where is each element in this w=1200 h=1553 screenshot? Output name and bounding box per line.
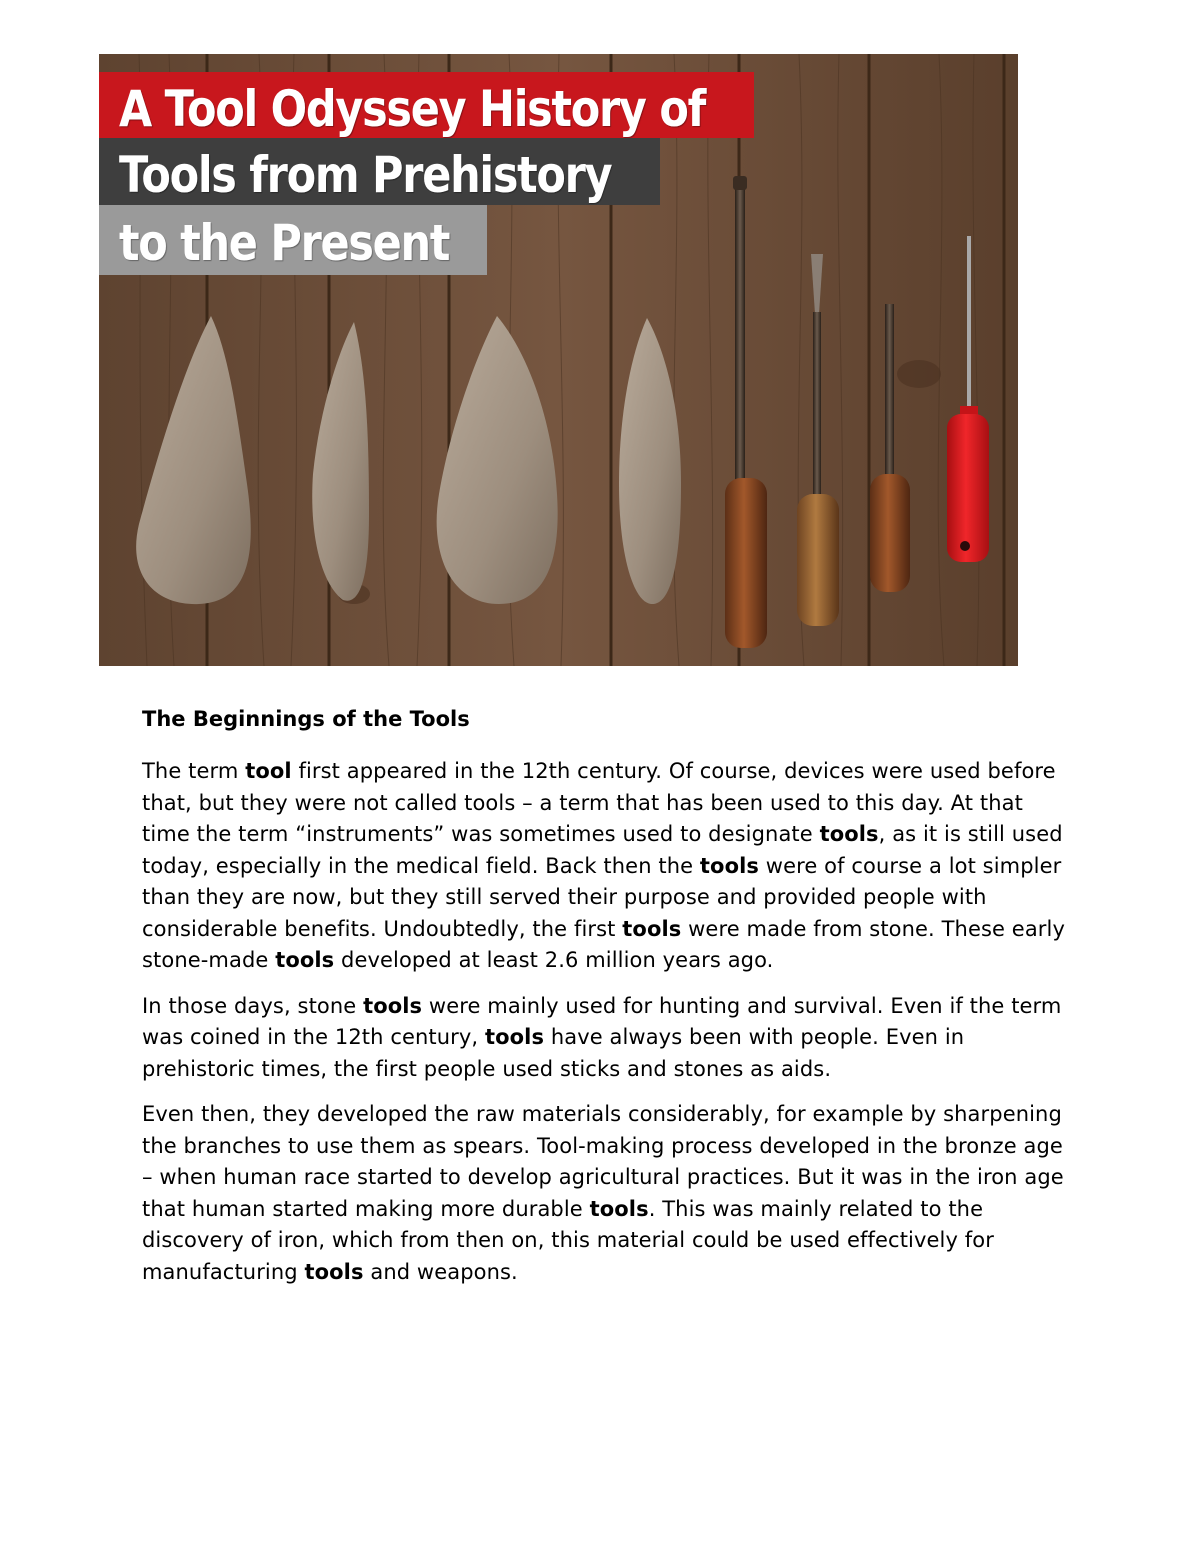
text-run: , as it is still used today, especially in the medical field. Back then the [142, 822, 1063, 878]
banner-line-2-text: Tools from Prehistory [119, 146, 612, 204]
banner-line-2 [99, 138, 660, 205]
text-run: The term [142, 759, 246, 783]
hero-image [99, 54, 1018, 666]
text-run: were made from stone. These early stone-made [142, 916, 1065, 972]
bold-term: tools [699, 853, 760, 878]
bold-term: tools [363, 993, 423, 1018]
banner-line-3 [99, 205, 487, 275]
bold-term: tools [622, 916, 682, 941]
banner-line-3-text: to the Present [119, 214, 450, 272]
banner-line-1 [99, 72, 754, 138]
text-run: In those days, stone [142, 993, 364, 1018]
text-run: first appeared in the 12th century. Of course, devices were used before that, but they were not called tools – a term that has been used to this day. At that time the term “instruments” was sometimes used to designate [142, 759, 1056, 846]
paragraph-1 [142, 756, 1072, 977]
paragraph-2 [142, 991, 1072, 1086]
text-run: and weapons. [363, 1259, 518, 1284]
text-run: . This was mainly related to the discovery of iron, which from then on, this material could be used effectively for manufacturing [142, 1196, 994, 1284]
text-run: Even then, they developed the raw materials considerably, for example by sharpening the branches to use them as spears. Tool-making process developed in the bronze age – when human race started to develop agricultural practices. But it was in the iron age that human started making more durable [142, 1102, 1064, 1221]
article-body [142, 704, 1072, 1302]
paragraph-3 [142, 1099, 1072, 1288]
text-run: were mainly used for hunting and survival. Even if the term was coined in the 12th century, [142, 993, 1062, 1049]
bold-term: tools [589, 1196, 649, 1221]
bold-term: tools [484, 1025, 545, 1049]
text-run: developed at least 2.6 million years ago. [334, 948, 774, 972]
bold-term: tool [245, 759, 292, 783]
banner-line-1-text: A Tool Odyssey History of [119, 80, 706, 138]
text-run: have always been with people. Even in prehistoric times, the first people used sticks and stones as aids. [142, 1025, 965, 1081]
bold-term: tools [275, 948, 335, 972]
bold-term: tools [304, 1259, 364, 1284]
bold-term: tools [819, 822, 879, 846]
section-heading: The Beginnings of the Tools [142, 707, 470, 731]
text-run: were of course a lot simpler than they are now, but they still served their purpose and provided people with considerable benefits. Undoubtedly, the first [142, 853, 1062, 941]
